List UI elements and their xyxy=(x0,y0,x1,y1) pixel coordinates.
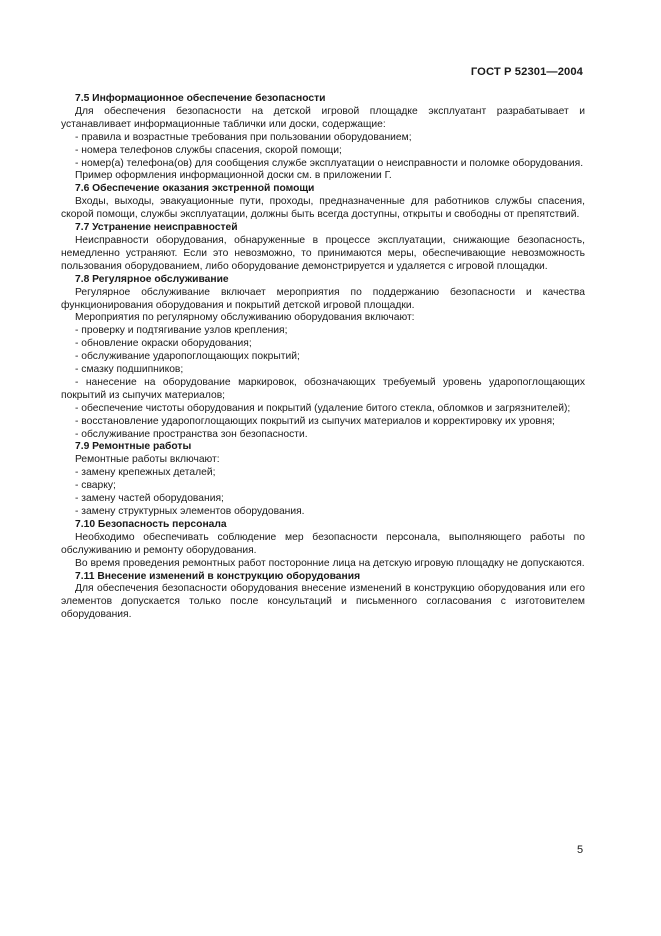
section-heading: 7.6 Обеспечение оказания экстренной помощи xyxy=(75,183,315,195)
section-heading: 7.8 Регулярное обслуживание xyxy=(75,273,229,285)
list-item: - замену крепежных деталей; xyxy=(75,467,216,479)
section-heading: 7.5 Информационное обеспечение безопасности xyxy=(75,93,326,104)
document-code: ГОСТ Р 52301—2004 xyxy=(470,66,583,78)
paragraph: Во время проведения ремонтных работ посторонние лица на детскую игровую площадку не допускаются. xyxy=(75,557,585,569)
list-item: - замену структурных элементов оборудования. xyxy=(75,506,305,517)
paragraph: Неисправности оборудования, обнаруженные в процессе эксплуатации, снижающие безопасность, немедленно устраняют. Если это невозможно, то принимаются меры, обеспечивающие невозможность пользования оборудованием, либо оборудование демонстрируется и удаляется с игровой площадки. xyxy=(61,234,585,272)
list-item: - смазку подшипников; xyxy=(75,364,184,376)
section-heading: 7.9 Ремонтные работы xyxy=(75,441,192,453)
list-item: - проверку и подтягивание узлов крепления; xyxy=(75,325,288,337)
list-item: - обслуживание ударопоглощающих покрытий; xyxy=(75,351,300,363)
list-item: - замену частей оборудования; xyxy=(75,493,224,505)
section-heading: 7.7 Устранение неисправностей xyxy=(75,222,238,234)
page-number: 5 xyxy=(577,844,584,856)
paragraph: Регулярное обслуживание включает мероприятия по поддержанию безопасности и качества функционирования оборудования и покрытий детской игровой площадки. xyxy=(61,286,585,311)
paragraph: Необходимо обеспечивать соблюдение мер безопасности персонала, выполняющего работы по обслуживанию и ремонту оборудования. xyxy=(61,531,585,556)
paragraph: Для обеспечения безопасности на детской игровой площадке эксплуатант разрабатывает и устанавливает информационные таблички или доски, содержащие: xyxy=(61,105,585,130)
list-item: - обеспечение чистоты оборудования и покрытий (удаление битого стекла, обломков и загрязнителей); xyxy=(75,402,571,414)
paragraph: Пример оформления информационной доски см. в приложении Г. xyxy=(75,170,392,182)
paragraph: Ремонтные работы включают: xyxy=(75,454,220,466)
list-item: - сварку; xyxy=(75,480,116,492)
list-item: - обновление окраски оборудования; xyxy=(75,338,252,350)
paragraph: Для обеспечения безопасности оборудования внесение изменений в конструкцию оборудования или его элементов допускается только после консультаций и письменного согласования с изготовителем оборудования. xyxy=(61,583,585,621)
paragraph: Мероприятия по регулярному обслуживанию оборудования включают: xyxy=(75,312,415,324)
document-body xyxy=(61,93,585,622)
list-item: - номера телефонов службы спасения, скорой помощи; xyxy=(75,144,342,156)
list-item: - нанесение на оборудование маркировок, обозначающих требуемый уровень ударопоглощающих покрытий из сыпучих материалов; xyxy=(61,376,585,401)
list-item: - номер(а) телефона(ов) для сообщения службе эксплуатации о неисправности и поломке оборудования. xyxy=(75,157,584,169)
list-item: - правила и возрастные требования при пользовании оборудованием; xyxy=(75,131,412,143)
list-item: - восстановление ударопоглощающих покрытий из сыпучих материалов и корректировку их уровня; xyxy=(75,415,555,427)
section-heading: 7.10 Безопасность персонала xyxy=(75,518,227,530)
section-heading: 7.11 Внесение изменений в конструкцию оборудования xyxy=(75,570,361,582)
paragraph: Входы, выходы, эвакуационные пути, проходы, предназначенные для работников службы спасения, скорой помощи, службы эксплуатации, должны быть всегда доступны, открыты и свободны от препятствий. xyxy=(61,196,585,221)
list-item: - обслуживание пространства зон безопасности. xyxy=(75,428,308,440)
